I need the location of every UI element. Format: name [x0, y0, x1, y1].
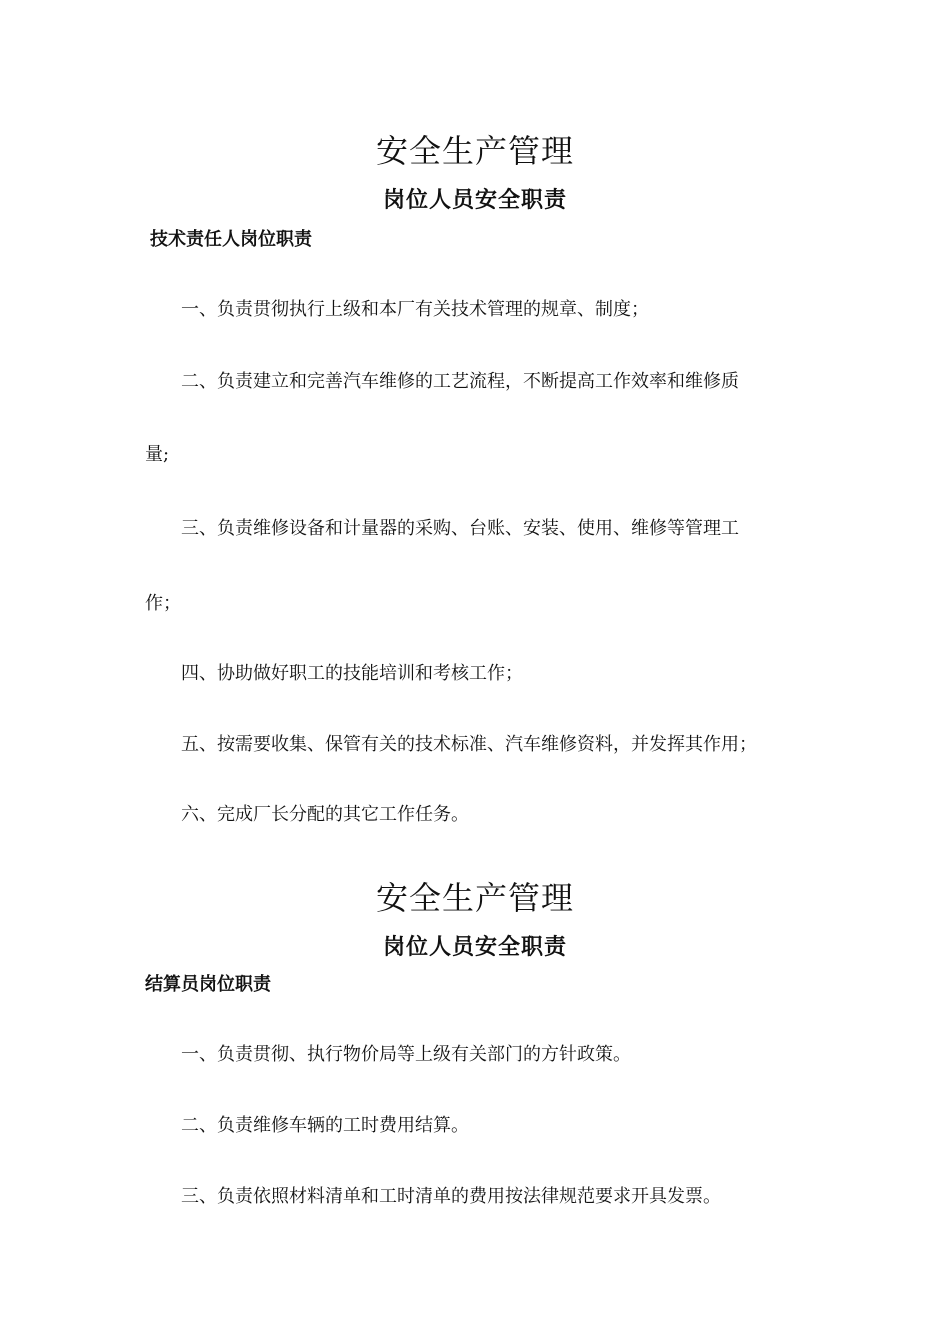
duty-item: 二、负责维修车辆的工时费用结算。 [181, 1115, 469, 1136]
duty-item: 二、负责建立和完善汽车维修的工艺流程，不断提高工作效率和维修质 [181, 371, 739, 392]
document-title: 安全生产管理 [375, 132, 574, 170]
document-subtitle: 岗位人员安全职责 [382, 934, 567, 960]
document-subtitle: 岗位人员安全职责 [382, 187, 567, 213]
document-title: 安全生产管理 [375, 879, 574, 917]
duty-item: 一、负责贯彻、执行物价局等上级有关部门的方针政策。 [181, 1044, 631, 1065]
duty-item-continuation: 作； [145, 593, 181, 614]
duty-item: 四、协助做好职工的技能培训和考核工作； [181, 663, 523, 684]
duty-item: 五、按需要收集、保管有关的技术标准、汽车维修资料，并发挥其作用； [181, 734, 757, 755]
duty-item: 三、负责维修设备和计量器的采购、台账、安装、使用、维修等管理工 [181, 518, 739, 539]
duty-item: 一、负责贯彻执行上级和本厂有关技术管理的规章、制度； [181, 299, 649, 320]
duty-item-continuation: 量; [145, 444, 170, 465]
role-heading: 结算员岗位职责 [145, 974, 271, 995]
duty-item: 六、完成厂长分配的其它工作任务。 [181, 804, 469, 825]
duty-item: 三、负责依照材料清单和工时清单的费用按法律规范要求开具发票。 [181, 1186, 721, 1207]
role-heading: 技术责任人岗位职责 [150, 229, 312, 250]
